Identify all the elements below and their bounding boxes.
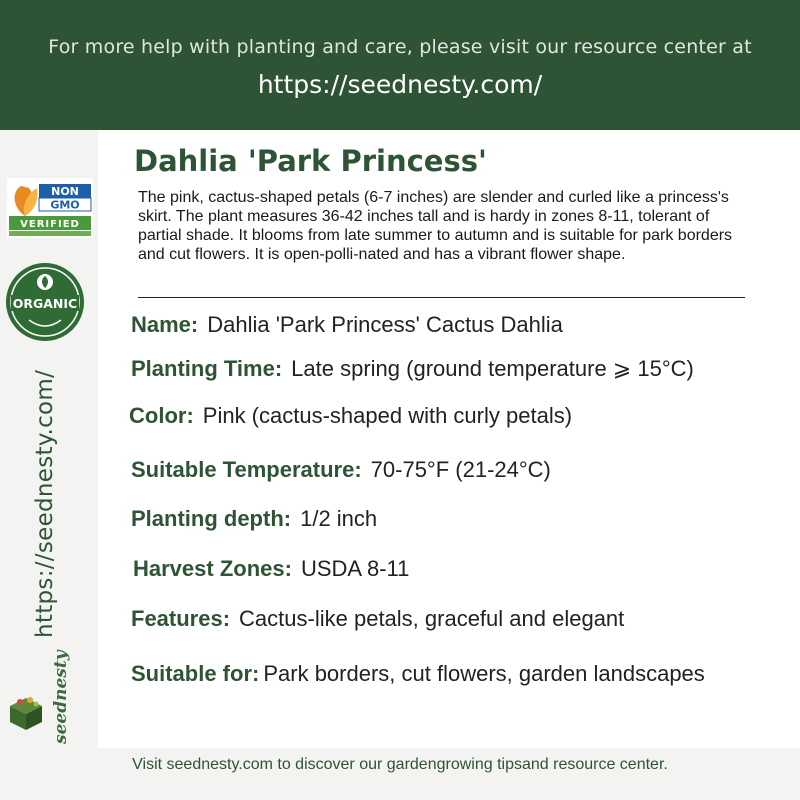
field-value: 1/2 inch [300, 506, 378, 531]
field-label: Planting depth: [131, 506, 292, 531]
field-value: USDA 8-11 [300, 556, 410, 581]
field-planting-time [131, 356, 694, 382]
field-label: Features: [131, 606, 231, 631]
divider [138, 297, 745, 298]
nongmo-bottom-text: VERIFIED [20, 219, 80, 230]
field-label: Planting Time: [131, 356, 283, 381]
field-name [131, 312, 563, 338]
field-label: Suitable Temperature: [131, 457, 362, 482]
field-features [131, 606, 624, 632]
field-suitable-temperature [131, 457, 551, 483]
seednesty-logo [6, 650, 86, 748]
product-title: Dahlia 'Park Princess' [134, 144, 487, 178]
non-gmo-verified-badge [7, 178, 93, 238]
field-label: Harvest Zones: [133, 556, 292, 581]
field-value: Cactus-like petals, graceful and elegant [239, 606, 625, 631]
seed-box-icon [6, 692, 46, 732]
banner-help-text: For more help with planting and care, please visit our resource center at [48, 36, 752, 58]
field-value: Park borders, cut flowers, garden landscapes [263, 661, 705, 686]
field-value: 70-75°F (21-24°C) [370, 457, 551, 482]
field-planting-depth [131, 506, 377, 532]
field-value: Pink (cactus-shaped with curly petals) [202, 403, 573, 428]
field-label: Color: [129, 403, 194, 428]
field-harvest-zones [133, 556, 409, 582]
organic-badge [5, 262, 85, 342]
field-value: Late spring (ground temperature ⩾ 15°C) [291, 356, 694, 381]
product-description: The pink, cactus-shaped petals (6-7 inches) are slender and curled like a princess's skirt. The plant measures 36-42 inches tall and is hardy in zones 8-11, tolerant of partial shade. It blooms from late summer to autumn and is suitable for park borders and cut flowers. It is open-polli-nated and has a vibrant flower shape. [138, 189, 733, 263]
logo-wordmark-text: seednesty [51, 650, 71, 744]
vertical-url-text[interactable]: https://seednesty.com/ [32, 369, 58, 638]
field-color [129, 403, 572, 429]
nongmo-mid-text: GMO [50, 198, 80, 212]
sidebar [0, 130, 98, 748]
product-card [98, 130, 800, 748]
logo-wordmark [43, 650, 71, 748]
field-label: Name: [131, 312, 199, 337]
field-value: Dahlia 'Park Princess' Cactus Dahlia [207, 312, 563, 337]
footer-note: Visit seednesty.com to discover our gardengrowing tipsand resource center. [132, 756, 668, 773]
nongmo-top-text: NON [51, 185, 79, 198]
banner-url-link[interactable]: https://seednesty.com/ [257, 70, 543, 99]
field-suitable-for [131, 661, 705, 687]
header-banner [0, 0, 800, 130]
field-label: Suitable for: [131, 661, 260, 686]
organic-text: ORGANIC [12, 296, 78, 311]
vertical-url [26, 370, 66, 640]
